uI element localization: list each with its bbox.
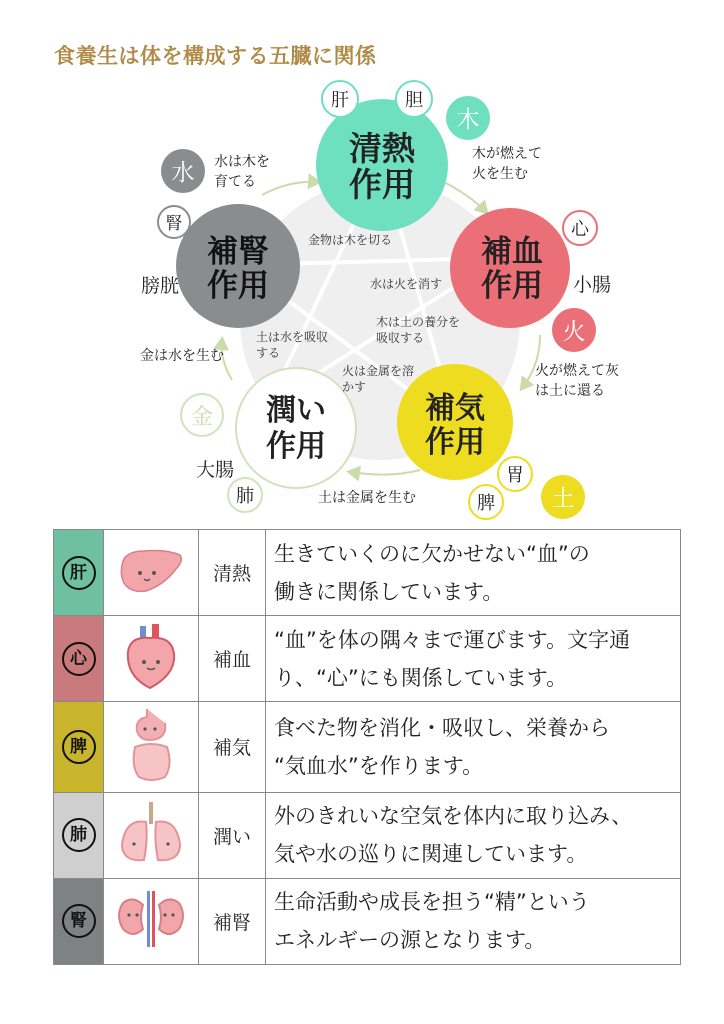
svg-text:胆: 胆 xyxy=(405,90,423,111)
ctrl-metal-wood: 金物は木を切る xyxy=(308,233,393,247)
element-metal xyxy=(181,394,223,436)
circled-char: 肺 xyxy=(62,818,96,852)
element-metal-label: 金 xyxy=(190,405,214,430)
ctrl-fire-metal-1: 火は金属を溶 xyxy=(342,364,415,378)
fire-circle-line1: 補血 xyxy=(481,234,543,270)
row-desc-line2: 気や水の巡りに関連しています。 xyxy=(274,842,588,867)
organ-kidney xyxy=(158,206,190,238)
kidneys-icon xyxy=(104,878,199,964)
row-name: 補気 xyxy=(199,702,266,793)
row-desc xyxy=(266,792,681,878)
element-earth-label: 土 xyxy=(551,486,575,512)
row-char-cell xyxy=(54,702,104,793)
element-wood xyxy=(446,96,490,140)
table-row xyxy=(54,702,681,793)
ctrl-earth-water-2: する xyxy=(256,346,281,360)
circled-char: 肝 xyxy=(62,556,96,590)
earth-circle-line1: 補気 xyxy=(425,391,485,426)
row-desc-line1: 外のきれいな空気を体内に取り込み、 xyxy=(274,804,633,829)
element-earth xyxy=(541,475,585,519)
row-desc-line2: “気血水”を作ります。 xyxy=(274,753,484,778)
row-desc-line2: エネルギーの源となります。 xyxy=(274,928,546,953)
element-wood-label: 木 xyxy=(456,107,480,133)
page-title: 食養生は体を構成する五臓に関係 xyxy=(54,44,377,68)
fire-circle-line2: 作用 xyxy=(481,268,543,304)
metal-circle-line2: 作用 xyxy=(266,429,326,464)
svg-text:肝: 肝 xyxy=(331,90,349,111)
earth-circle-line2: 作用 xyxy=(425,425,485,460)
row-name: 清熱 xyxy=(199,530,266,616)
row-name: 補腎 xyxy=(199,878,266,964)
row-desc xyxy=(266,530,681,616)
circled-char: 脾 xyxy=(62,730,96,764)
stomach-icon xyxy=(104,702,199,793)
svg-text:心: 心 xyxy=(571,219,589,240)
organ-lung xyxy=(228,478,262,512)
ctrl-wood-earth-1: 木は土の養分を xyxy=(376,315,461,329)
gen-wood-fire-2: 火を生む xyxy=(472,166,528,182)
water-circle xyxy=(176,204,300,328)
gen-earth-metal: 土は金属を生む xyxy=(318,490,416,506)
organ-heart xyxy=(563,211,597,245)
gen-fire-earth-2: は土に還る xyxy=(535,383,605,399)
row-desc xyxy=(266,616,681,702)
row-desc-line1: 食べた物を消化・吸収し、栄養から xyxy=(274,715,610,740)
svg-text:脾: 脾 xyxy=(477,493,495,514)
row-desc-line2: 働きに関係しています。 xyxy=(274,579,504,604)
earth-circle xyxy=(397,364,513,480)
row-name: 補血 xyxy=(199,616,266,702)
circled-char: 心 xyxy=(62,642,96,676)
organ-liver xyxy=(322,81,358,117)
ctrl-earth-water-1: 土は水を吸収 xyxy=(256,330,329,344)
svg-text:肺: 肺 xyxy=(236,486,254,507)
fire-circle xyxy=(450,208,570,328)
water-circle-line2: 作用 xyxy=(207,268,269,304)
row-desc xyxy=(266,702,681,793)
gen-metal-water: 金は水を生む xyxy=(140,348,224,364)
table-row xyxy=(54,878,681,964)
organ-small-intestine: 小腸 xyxy=(572,274,612,296)
wood-circle-line2: 作用 xyxy=(349,165,415,204)
organ-stomach xyxy=(498,457,532,491)
gen-fire-earth-1: 火が燃えて灰 xyxy=(535,363,619,379)
lungs-icon xyxy=(104,792,199,878)
element-water-label: 水 xyxy=(171,160,195,186)
metal-circle-line1: 潤い xyxy=(266,393,326,428)
element-fire xyxy=(552,308,596,352)
ctrl-fire-metal-2: かす xyxy=(342,380,367,394)
row-desc-line2: り、“心”にも関係しています。 xyxy=(274,665,568,690)
organ-spleen xyxy=(469,485,503,519)
table-row xyxy=(54,792,681,878)
row-char-cell xyxy=(54,530,104,616)
ctrl-wood-earth-2: 吸収する xyxy=(376,331,425,345)
row-char-cell xyxy=(54,616,104,702)
row-name: 潤い xyxy=(199,792,266,878)
organ-table xyxy=(53,529,681,965)
row-desc-line1: 生命活動や成長を担う“精”という xyxy=(274,890,590,915)
ctrl-water-fire: 水は火を消す xyxy=(370,277,443,291)
row-desc-line1: 生きていくのに欠かせない“血”の xyxy=(274,541,590,566)
gen-water-wood-2: 育てる xyxy=(214,174,256,190)
organ-gallbladder xyxy=(396,81,432,117)
row-desc xyxy=(266,878,681,964)
circled-char: 腎 xyxy=(62,904,96,938)
svg-text:腎: 腎 xyxy=(165,214,183,234)
liver-icon xyxy=(104,530,199,616)
table-row xyxy=(54,616,681,702)
heart-icon xyxy=(104,616,199,702)
gen-water-wood-1: 水は木を xyxy=(214,154,270,170)
element-water xyxy=(161,149,205,193)
row-char-cell xyxy=(54,792,104,878)
row-char-cell xyxy=(54,878,104,964)
metal-circle xyxy=(236,368,356,488)
wood-circle xyxy=(316,99,448,231)
organ-large-intestine: 大腸 xyxy=(195,459,235,481)
water-circle-line1: 補腎 xyxy=(207,234,269,270)
organ-bladder: 膀胱 xyxy=(140,275,180,297)
wood-circle-line1: 清熱 xyxy=(349,129,415,168)
svg-text:胃: 胃 xyxy=(506,465,524,486)
row-desc-line1: “血”を体の隅々まで運びます。文字通 xyxy=(274,627,631,652)
table-row xyxy=(54,530,681,616)
element-fire-label: 火 xyxy=(562,319,586,345)
gen-wood-fire-1: 木が燃えて xyxy=(472,146,542,162)
